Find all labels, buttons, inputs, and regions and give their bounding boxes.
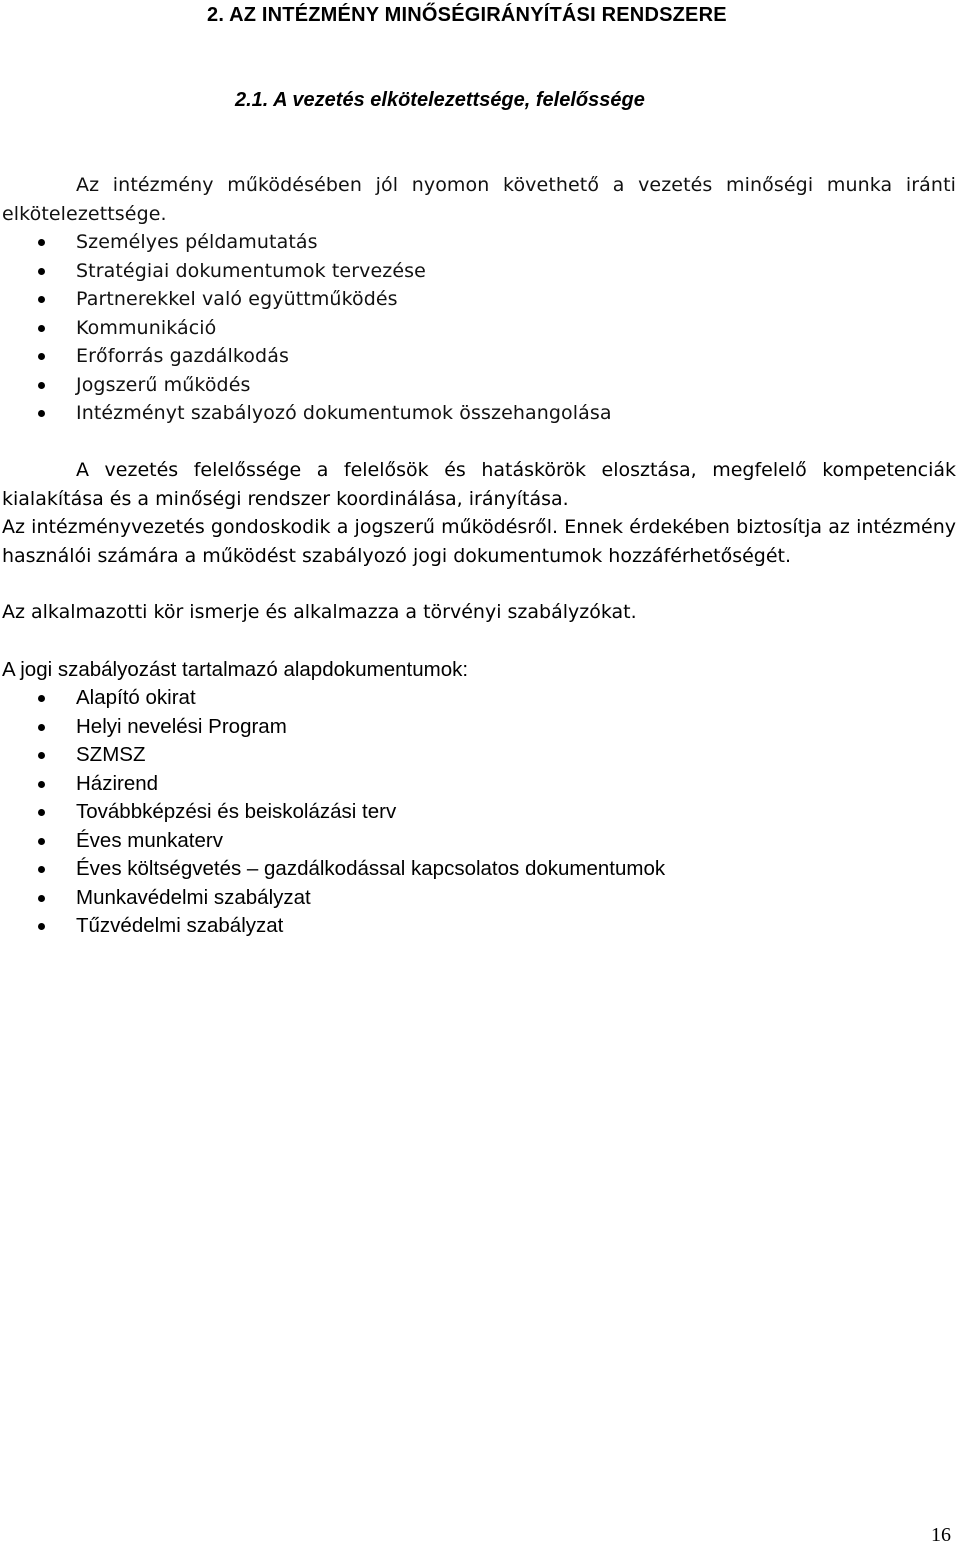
list-item: Házirend <box>0 770 940 799</box>
chapter-heading: 2. AZ INTÉZMÉNY MINŐSÉGIRÁNYÍTÁSI RENDSZERE <box>207 4 727 26</box>
list-item: Intézményt szabályozó dokumentumok összehangolása <box>0 399 940 428</box>
bullet-icon <box>38 838 45 845</box>
bullet-icon <box>38 239 45 246</box>
staff-paragraph: Az alkalmazotti kör ismerje és alkalmazza a törvényi szabályzókat. <box>2 601 637 623</box>
documents-bullet-list <box>0 684 940 941</box>
bullet-icon <box>38 382 45 389</box>
list-item: Éves költségvetés – gazdálkodással kapcsolatos dokumentumok <box>0 855 940 884</box>
lawful-operation-paragraph: Az intézményvezetés gondoskodik a jogszerű működésről. Ennek érdekében biztosítja az intézmény használói számára a működést szabályozó jogi dokumentumok hozzáférhetőségét. <box>2 516 956 567</box>
bullet-icon <box>38 325 45 332</box>
list-item: Erőforrás gazdálkodás <box>0 342 940 371</box>
responsibility-paragraph: A vezetés felelőssége a felelősök és hatáskörök elosztása, megfelelő kompetenciák kialakítása és a minőségi rendszer koordinálása, irányítása. <box>2 459 956 510</box>
page-number: 16 <box>931 1524 951 1546</box>
bullet-icon <box>38 866 45 873</box>
list-item: Tűzvédelmi szabályzat <box>0 912 940 941</box>
list-item: Munkavédelmi szabályzat <box>0 884 940 913</box>
bullet-icon <box>38 724 45 731</box>
bullet-icon <box>38 296 45 303</box>
list-item: Partnerekkel való együttműködés <box>0 285 940 314</box>
list-item: Alapító okirat <box>0 684 940 713</box>
bullet-icon <box>38 895 45 902</box>
list-item: Éves munkaterv <box>0 827 940 856</box>
bullet-icon <box>38 781 45 788</box>
bullet-icon <box>38 809 45 816</box>
bullet-icon <box>38 268 45 275</box>
list-item: SZMSZ <box>0 741 940 770</box>
bullet-icon <box>38 353 45 360</box>
list-item: Jogszerű működés <box>0 371 940 400</box>
list-item: Személyes példamutatás <box>0 228 940 257</box>
documents-intro: A jogi szabályozást tartalmazó alapdokumentumok: <box>2 658 469 681</box>
section-heading: 2.1. A vezetés elkötelezettsége, felelőssége <box>235 89 645 111</box>
list-item: Kommunikáció <box>0 314 940 343</box>
leadership-bullet-list <box>0 228 940 428</box>
bullet-icon <box>38 410 45 417</box>
bullet-icon <box>38 695 45 702</box>
list-item: Stratégiai dokumentumok tervezése <box>0 257 940 286</box>
bullet-icon <box>38 923 45 930</box>
list-item: Továbbképzési és beiskolázási terv <box>0 798 940 827</box>
intro-paragraph: Az intézmény működésében jól nyomon követhető a vezetés minőségi munka iránti elkötelezettsége. <box>2 174 956 225</box>
bullet-icon <box>38 752 45 759</box>
list-item: Helyi nevelési Program <box>0 713 940 742</box>
